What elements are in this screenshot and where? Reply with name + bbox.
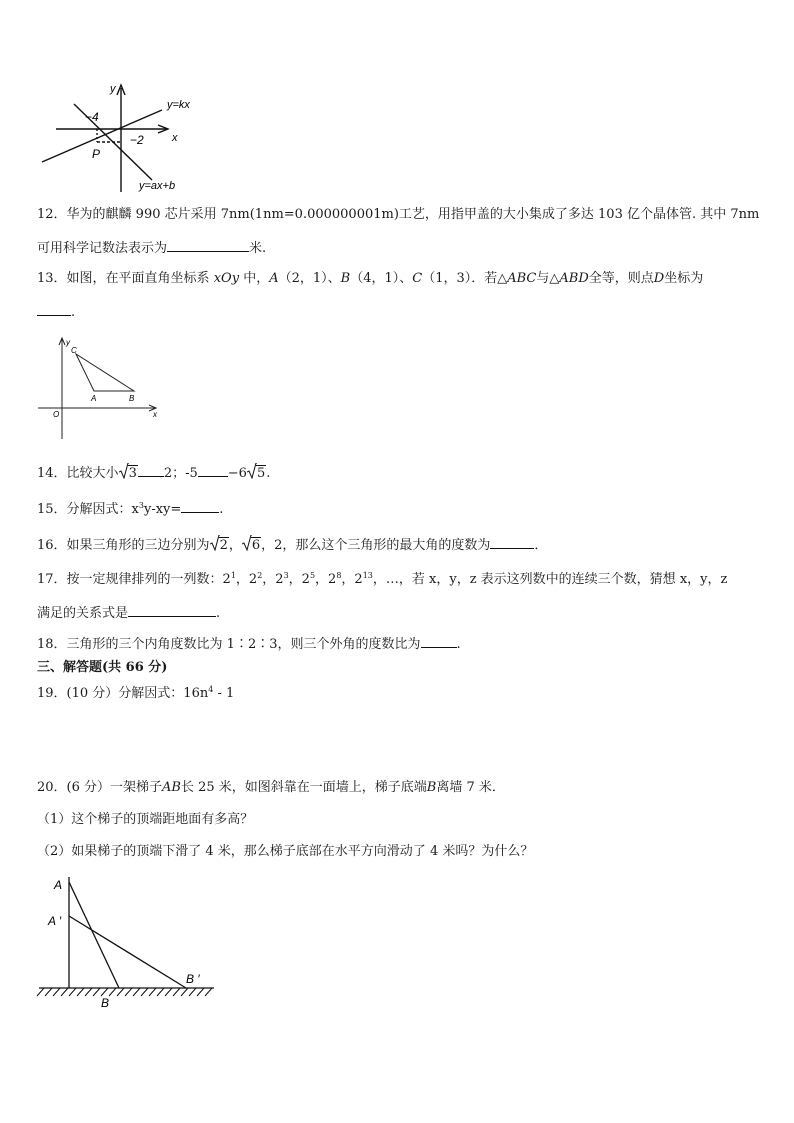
- q12-number: 12: [37, 207, 54, 222]
- q14-sqrt3: [119, 465, 138, 483]
- q16-comma: ，: [228, 538, 242, 553]
- q14-number: 14: [37, 466, 54, 481]
- q13-a-coord: （2，1）、: [278, 271, 341, 286]
- q13-answer-blank[interactable]: [37, 302, 71, 316]
- q17-t5: ，2: [341, 572, 363, 587]
- fig11-p-label: P: [92, 147, 101, 161]
- hatch-mark: [205, 988, 212, 996]
- q18-end: .: [456, 637, 461, 652]
- q17-exp6: 13: [362, 571, 373, 580]
- q17-end: .: [216, 606, 221, 621]
- q20-text-b: 长 25 米，如图斜靠在一面墙上，梯子底端: [180, 780, 427, 795]
- q17-t3: ，2: [288, 572, 310, 587]
- fig11-kx-label: y=kx: [167, 99, 190, 111]
- hatch-mark: [165, 988, 172, 996]
- radical-icon: [210, 535, 220, 551]
- q13-point-c: C: [412, 271, 423, 286]
- q18-answer-blank[interactable]: [421, 634, 457, 648]
- q12-text: ．华为的麒麟 990 芯片采用 7nm(1nm=0.000000001m)工艺，用指甲盖的大小集成了多达 103 亿个晶体管. 其中 7nm: [53, 207, 760, 222]
- hatch-mark: [117, 988, 124, 996]
- fig13-b-label: B: [129, 394, 135, 403]
- hatch-mark: [149, 988, 156, 996]
- q13-text-b: 中，: [243, 271, 270, 286]
- q17-number: 17: [37, 572, 54, 587]
- hatch-mark: [101, 988, 108, 996]
- hatch-mark: [197, 988, 204, 996]
- fig13-a-label: A: [91, 394, 97, 403]
- q19-text-b: - 1: [213, 686, 235, 701]
- q14-blank2[interactable]: [198, 463, 228, 477]
- q20-line1: [37, 779, 505, 797]
- q17-t1: ，2: [235, 572, 258, 587]
- q13-c-coord: （1，3）．若: [422, 271, 498, 286]
- q20-text-c: 离墙 7 米．: [436, 780, 505, 795]
- hatch-mark: [61, 988, 68, 996]
- q14-text-b: 2；-5: [163, 466, 198, 481]
- radical-icon: [119, 463, 129, 479]
- q13-text-c: 与: [536, 271, 550, 286]
- q15-answer-blank[interactable]: [181, 499, 219, 513]
- q20-text-a: ．(6 分）一架梯子: [53, 780, 163, 795]
- hatch-mark: [77, 988, 84, 996]
- q13-b-coord: （4，1）、: [350, 271, 413, 286]
- fig11-axb-label: y=ax+b: [139, 180, 176, 192]
- hatch-mark: [181, 988, 188, 996]
- q17-t2: ，2: [262, 572, 284, 587]
- hatch-mark: [45, 988, 52, 996]
- hatch-mark: [157, 988, 164, 996]
- fig11-x-label: x: [172, 132, 178, 144]
- q13-line1: [37, 270, 703, 288]
- q14-text-a: ．比较大小: [53, 466, 119, 481]
- q16-text-a: ．如果三角形的三边分别为: [53, 538, 210, 553]
- q14-sqrt5: [247, 465, 266, 483]
- q13-line2: [37, 302, 75, 322]
- q15-text-a: ．分解因式：x: [53, 502, 139, 517]
- q20-ab: AB: [162, 780, 181, 795]
- q20-number: 20: [37, 780, 54, 795]
- q14-blank1[interactable]: [138, 463, 164, 477]
- hatch-mark: [189, 988, 196, 996]
- fig20-b-label: B: [101, 996, 110, 1010]
- q18-line: [37, 634, 461, 654]
- q12-unit: 米.: [249, 241, 267, 256]
- q15-text-b: y-xy=: [143, 502, 182, 517]
- hatch-mark: [69, 988, 76, 996]
- fig11-neg2: −2: [130, 133, 144, 147]
- q17-exp5: 8: [336, 571, 342, 580]
- q20-sub1: （1）这个梯子的顶端距地面有多高？: [37, 812, 254, 827]
- hatch-mark: [133, 988, 140, 996]
- q15-line: [37, 499, 223, 519]
- q13-figure: [36, 335, 160, 443]
- fig13-y-label: y: [66, 338, 70, 347]
- q16-sqrt6: [242, 537, 261, 555]
- section-3-title: 三、解答题(共 66 分): [37, 660, 168, 675]
- q20-b: B: [426, 780, 437, 795]
- hatch-mark: [125, 988, 132, 996]
- fig11-y-label: y: [110, 83, 116, 95]
- fig20-a2-label: A ′: [48, 914, 62, 928]
- q17-line2: [37, 603, 220, 623]
- q20-sub2: （2）如果梯子的顶端下滑了 4 米，那么梯子底部在水平方向滑动了 4 米吗？为什么？: [37, 844, 534, 859]
- hatch-mark: [141, 988, 148, 996]
- fig13-origin-label: O: [53, 410, 60, 419]
- q13-point-d: D: [653, 271, 665, 286]
- q17-text-b: ，…，若 x，y，z 表示这列数中的连续三个数，猜想 x，y，z: [372, 572, 728, 587]
- q17-text-a: ．按一定规律排列的一列数：2: [53, 572, 231, 587]
- hatch-mark: [93, 988, 100, 996]
- hatch-mark: [109, 988, 116, 996]
- ladder-ab: [69, 882, 119, 988]
- fig13-x-label: x: [153, 410, 157, 419]
- radical-icon: [247, 463, 257, 479]
- q14-line: [37, 463, 270, 483]
- radical-icon: [242, 535, 252, 551]
- fig20-a-label: A: [54, 878, 63, 892]
- q12-line2: [37, 238, 266, 258]
- q19-text-a: ．(10 分）分解因式：16n: [53, 686, 209, 701]
- q14-end: .: [266, 466, 271, 481]
- q15-exponent: 3: [138, 501, 144, 510]
- q12-answer-blank[interactable]: [167, 238, 249, 252]
- q16-line: [37, 535, 547, 555]
- hatch-mark: [85, 988, 92, 996]
- q17-t4: ，2: [315, 572, 337, 587]
- hatch-mark: [37, 988, 44, 996]
- q13-point-a: A: [269, 271, 279, 286]
- q19-exponent: 4: [208, 685, 214, 694]
- q17-exp3: 3: [283, 571, 289, 580]
- q12-line1: [37, 206, 759, 224]
- q17-answer-blank[interactable]: [128, 603, 216, 617]
- q16-end: ．: [534, 538, 548, 553]
- q17-exp1: 1: [230, 571, 236, 580]
- q13-triangle-abd: △ABD: [549, 271, 589, 286]
- q11-figure: [38, 82, 208, 194]
- q14-radicand1: 3: [128, 466, 137, 481]
- triangle-abc: [76, 354, 134, 391]
- q13-text-a: ．如图，在平面直角坐标系: [53, 271, 210, 286]
- q20-ladder-figure: [36, 872, 218, 1012]
- q16-text-b: ，2，那么这个三角形的最大角的度数为: [261, 538, 491, 553]
- ladder-a2b2: [69, 916, 186, 988]
- q13-text-d: 全等，则点: [588, 271, 654, 286]
- q15-end: .: [219, 502, 224, 517]
- line-kx: [42, 110, 162, 162]
- fig11-neg4: −4: [85, 110, 99, 124]
- q13-number: 13: [37, 271, 54, 286]
- fig20-b2-label: B ′: [186, 972, 200, 986]
- q19-line: [37, 685, 234, 703]
- q16-answer-blank[interactable]: [490, 535, 534, 549]
- q16-radicand1: 2: [219, 538, 228, 553]
- q19-number: 19: [37, 686, 54, 701]
- q17-line2-text: 满足的关系式是: [37, 606, 129, 621]
- q13-point-b: B: [340, 271, 351, 286]
- q13-end: .: [71, 305, 76, 320]
- q15-number: 15: [37, 502, 54, 517]
- q14-neg6: −6: [227, 466, 247, 481]
- q16-sqrt2: [210, 537, 229, 555]
- ground-hatching: [37, 988, 212, 996]
- q12-text2: 可用科学记数法表示为: [37, 241, 168, 256]
- q17-line1: [37, 571, 727, 589]
- q17-exp4: 5: [309, 571, 316, 580]
- q16-radicand2: 6: [251, 538, 261, 553]
- hatch-mark: [173, 988, 180, 996]
- q18-text: ．三角形的三个内角度数比为 1∶2∶3，则三个外角的度数比为: [53, 637, 421, 652]
- q13-triangle-abc: △ABC: [497, 271, 537, 286]
- q16-number: 16: [37, 538, 54, 553]
- q17-exp2: 2: [257, 571, 263, 580]
- q13-xoy: xOy: [213, 271, 240, 286]
- hatch-mark: [53, 988, 60, 996]
- q18-number: 18: [37, 637, 54, 652]
- q14-radicand2: 5: [256, 466, 266, 481]
- q13-text-e: 坐标为: [664, 271, 704, 286]
- fig13-c-label: C: [71, 346, 77, 355]
